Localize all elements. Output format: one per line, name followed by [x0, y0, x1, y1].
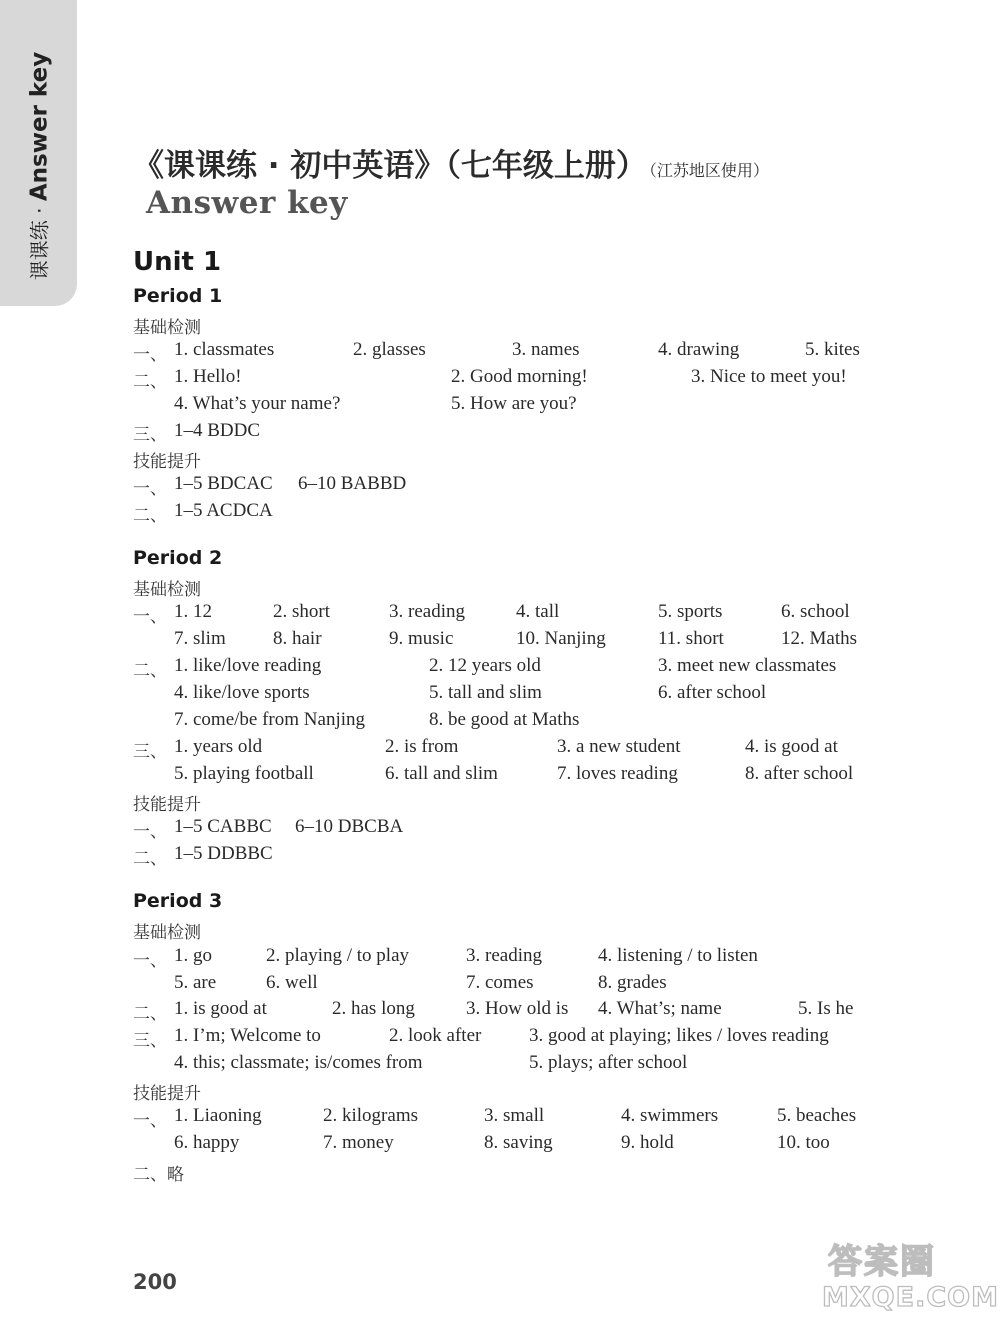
p3-s2-label	[133, 1160, 184, 1185]
answer-item: 3. good at playing; likes / loves reading	[529, 1025, 829, 1046]
answer-item: 8. hair	[273, 628, 322, 649]
answer-item: 4. swimmers	[621, 1105, 719, 1126]
answer-item: 5. are	[174, 972, 217, 993]
answer-item: 1. go	[174, 945, 212, 966]
answer-item: 7. slim	[174, 628, 226, 649]
period-1-title: Period 1	[133, 285, 223, 307]
answer-item: 5. playing football	[174, 763, 314, 784]
p3-b1-label: 一、	[133, 951, 167, 971]
answer-item: 6. well	[266, 972, 318, 993]
answer-item: 4. this; classmate; is/comes from	[174, 1052, 423, 1073]
answer-item: 2. kilograms	[323, 1105, 418, 1126]
answer-item: 1. I’m; Welcome to	[174, 1025, 321, 1046]
answer-item: 1–5 ACDCA	[174, 500, 273, 521]
answer-item: 3. reading	[466, 945, 542, 966]
side-tab-en: Answer key	[26, 51, 53, 202]
answer-item: 1. Liaoning	[174, 1105, 262, 1126]
answer-item: 4. tall	[516, 601, 560, 622]
page-number: 200	[133, 1270, 177, 1294]
answer-item: 3. a new student	[557, 736, 681, 757]
p1-basic-label: 基础检测	[133, 318, 201, 338]
p1-b2-label: 二、	[133, 372, 167, 392]
answer-item: 1–5 DDBBC	[174, 843, 273, 864]
answer-item: 6–10 BABBD	[298, 473, 407, 494]
answer-item: 8. grades	[598, 972, 667, 993]
p2-basic-label: 基础检测	[133, 580, 201, 600]
answer-item: 3. Nice to meet you!	[691, 366, 847, 387]
p1-b3-label: 三、	[133, 425, 167, 445]
answer-item: 8. after school	[745, 763, 854, 784]
watermark-url: MXQE.COM	[822, 1282, 999, 1313]
answer-item: 1–5 BDCAC	[174, 473, 273, 494]
answer-item: 9. hold	[621, 1132, 674, 1153]
p3-b3-label: 三、	[133, 1031, 167, 1051]
answer-item: 3. meet new classmates	[658, 655, 837, 676]
answer-item: 3. How old is	[466, 998, 569, 1019]
answer-item: 10. Nanjing	[516, 628, 606, 649]
p1-b1-label: 一、	[133, 345, 167, 365]
answer-item: 1. classmates	[174, 339, 275, 360]
answer-item: 3. reading	[389, 601, 465, 622]
answer-item: 1. Hello!	[174, 366, 242, 387]
answer-item: 2. 12 years old	[429, 655, 541, 676]
answer-item: 1–4 BDDC	[174, 420, 261, 441]
answer-item: 11. short	[658, 628, 724, 649]
p3-skill-label: 技能提升	[133, 1084, 201, 1104]
answer-item: 2. look after	[389, 1025, 482, 1046]
answer-item: 2. Good morning!	[451, 366, 588, 387]
unit-heading: Unit 1	[133, 247, 222, 277]
answer-item: 2. short	[273, 601, 330, 622]
answer-item: 4. What’s; name	[598, 998, 722, 1019]
answer-item: 10. too	[777, 1132, 830, 1153]
answer-item: 4. like/love sports	[174, 682, 310, 703]
answer-item: 4. What’s your name?	[174, 393, 341, 414]
answer-item: 9. music	[389, 628, 454, 649]
side-tab	[0, 0, 77, 306]
p2-s2-label: 二、	[133, 849, 167, 869]
answer-item: 6–10 DBCBA	[295, 816, 404, 837]
answer-item: 6. school	[781, 601, 850, 622]
answer-item: 2. has long	[332, 998, 415, 1019]
period-3-title: Period 3	[133, 890, 223, 912]
p3-s1-label: 一、	[133, 1111, 167, 1131]
p2-skill-label: 技能提升	[133, 795, 201, 815]
p1-skill-label: 技能提升	[133, 452, 201, 472]
answer-item: 4. is good at	[745, 736, 838, 757]
answer-item: 6. happy	[174, 1132, 240, 1153]
answer-item: 2. glasses	[353, 339, 426, 360]
answer-item: 5. kites	[805, 339, 860, 360]
answer-key-heading: Answer key	[146, 185, 348, 221]
p3-s2-label-text: 二、	[133, 1165, 167, 1185]
answer-item: 2. playing / to play	[266, 945, 410, 966]
p2-s1-label: 一、	[133, 822, 167, 842]
p2-b3-label: 三、	[133, 742, 167, 762]
answer-item: 6. tall and slim	[385, 763, 498, 784]
answer-item: 5. How are you?	[451, 393, 577, 414]
answer-item: 5. Is he	[798, 998, 854, 1019]
answer-item: 8. saving	[484, 1132, 553, 1153]
period-2-title: Period 2	[133, 547, 223, 569]
answer-item: 1. 12	[174, 601, 212, 622]
answer-item: 2. is from	[385, 736, 459, 757]
answer-item: 5. beaches	[777, 1105, 857, 1126]
answer-item: 1–5 CABBC	[174, 816, 272, 837]
answer-item: 12. Maths	[781, 628, 857, 649]
answer-item: 7. loves reading	[557, 763, 678, 784]
book-title-main: 《课课练 · 初中英语》（七年级上册）	[133, 148, 647, 184]
watermark	[822, 1234, 999, 1320]
answer-item: 5. sports	[658, 601, 723, 622]
answer-item: 8. be good at Maths	[429, 709, 580, 730]
p1-s2-label: 二、	[133, 506, 167, 526]
answer-item: 7. comes	[466, 972, 534, 993]
answer-item: 4. drawing	[658, 339, 740, 360]
p2-b1-label: 一、	[133, 607, 167, 627]
side-tab-cn: 课课练 ·	[27, 201, 52, 281]
p1-s1-label: 一、	[133, 479, 167, 499]
answer-item: 7. money	[323, 1132, 394, 1153]
book-title-sub: （江苏地区使用）	[648, 161, 769, 180]
book-title	[133, 140, 769, 185]
answer-item: 7. come/be from Nanjing	[174, 709, 366, 730]
answer-item: 1. is good at	[174, 998, 267, 1019]
p2-b2-label: 二、	[133, 661, 167, 681]
answer-item: 1. like/love reading	[174, 655, 322, 676]
answer-item: 5. plays; after school	[529, 1052, 688, 1073]
answer-item: 6. after school	[658, 682, 767, 703]
answer-item: 3. small	[484, 1105, 545, 1126]
answer-item: 4. listening / to listen	[598, 945, 758, 966]
answer-item: 1. years old	[174, 736, 263, 757]
p3-basic-label: 基础检测	[133, 923, 201, 943]
answer-item: 5. tall and slim	[429, 682, 542, 703]
p3-b2-label: 二、	[133, 1004, 167, 1024]
watermark-logo-text: 答案圈	[828, 1242, 936, 1282]
side-tab-label	[24, 52, 53, 280]
answer-item: 略	[167, 1165, 184, 1185]
answer-item: 3. names	[512, 339, 580, 360]
